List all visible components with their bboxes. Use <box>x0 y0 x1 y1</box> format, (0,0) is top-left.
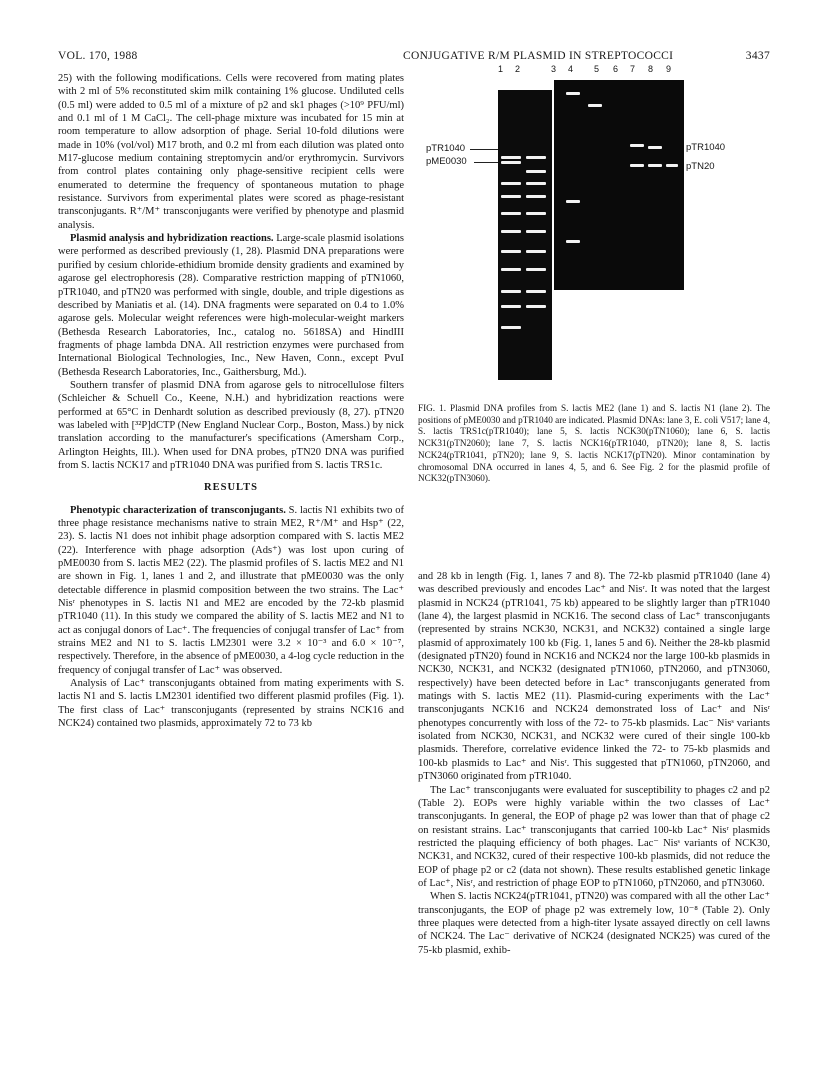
gel-band <box>526 250 546 253</box>
paragraph: Analysis of Lac⁺ transconjugants obtained from mating experiments with S. lactis N1 and S. lactis LM2301 identified two different plasmid profiles (Fig. 1). The first class of Lac⁺ transconjugants (represented by strains NCK16 and NCK24) contained two plasmids, approximately 72 to 73 kb <box>58 678 404 730</box>
gel-band <box>501 268 521 271</box>
gel-label-leader <box>474 162 498 163</box>
section-runin-heading: Plasmid analysis and hybridization reactions. <box>70 233 274 245</box>
gel-band <box>526 290 546 293</box>
gel-band <box>526 182 546 185</box>
gel-band <box>501 182 521 185</box>
figure-caption: FIG. 1. Plasmid DNA profiles from S. lactis ME2 (lane 1) and S. lactis N1 (lane 2). The positions of pME0030 and pTR1040 are indicated. Plasmid DNAs: lane 3, E. coli V517; lane 4, S. lactis TRS1c(pTR1040); lane 5, S. lactis NCK30(pTN1060); lane 6, S. lactis NCK31(pTN2060); lane 7, S. lactis NCK16(pTR1040, pTN20); lane 8, S. lactis NCK24(pTR1041, pTN20); lane 9, S. lactis NCK17(pTN20). Minor contamination by chromosomal DNA occurred in lanes 4, 5, and 6. See Fig. 2 for the plasmid profile of NCK32(pTN3060). <box>418 403 770 484</box>
paragraph <box>58 232 404 379</box>
gel-band <box>566 240 580 243</box>
gel-band <box>501 156 521 159</box>
gel-label-ptr1040: pTR1040 <box>426 143 466 154</box>
left-column <box>58 72 404 731</box>
paragraph: The Lac⁺ transconjugants were evaluated for susceptibility to phages c2 and p2 (Table 2). EOPs were highly variable within the two classes of Lac⁺ transconjugants. In general, the EOP of phage p2 was lower than that of phage c2 on resistant strains. Lac⁺ transconjugants that carried 100-kb Lac⁺ Nisʳ plasmids restricted the plaquing efficiency of both phages. Lac⁻ Nisˢ variants of NCK30, NCK31, and NCK32, cured of their respective 100-kb plasmids, did not reduce the EOP of phage p2 or c2 (data not shown). These results established genetic linkage of Lac⁺, Nisʳ, and restriction of phage EOP to pTN1060, pTN2060, and pTN3060. <box>418 784 770 889</box>
gel-panel-lanes-1-2 <box>498 90 552 380</box>
gel-band <box>526 212 546 215</box>
gel-band <box>588 104 602 107</box>
gel-band <box>501 195 521 198</box>
gel-band <box>526 230 546 233</box>
paragraph: 25) with the following modifications. Cells were recovered from mating plates with 2 ml of 5% reconstituted skim milk containing 1% glucose. Undiluted cells (0.5 ml) were added to 0.5 ml of a mixture of p2 and sk1 phages (>10⁹ PFU/ml) and 0.1 ml of 1 M CaCl₂. The cell-phage mixture was incubated for 15 min at room temperature to allow adsorption of phage. Serial 10-fold dilutions were made in 10% (vol/vol) M17 broth, and 0.2 ml from each dilution was plated onto M17-glucose medium containing streptomycin and/or erythromycin. Survivors from control plates containing only phage-sensitive recipient cells were enumerated to determine the frequency of spontaneous mutation to phage resistance. Survivors from experimental plates were scored as phage-resistant transconjugants. R⁺/M⁺ transconjugants were verified by phenotype and plasmid analysis. <box>58 73 404 231</box>
section-heading: RESULTS <box>204 482 258 494</box>
right-column <box>418 570 770 957</box>
gel-band <box>501 161 521 164</box>
gel-label-pme0030: pME0030 <box>426 156 467 167</box>
gel-band <box>501 230 521 233</box>
paragraph-text: Large-scale plasmid isolations were performed as described previously (1, 28). Plasmid DNA preparations were purified by cesium chloride-ethidium bromide density gradients and examined by agarose gel electrophoresis (28). Comparative restriction mapping of pTN1060, pTR1040, and pTN20 was performed with single, double, and triple digestions as described by Maniatis et al. (14). DNA fragments were separated on 0.4 to 1.0% agarose gels. Molecular weight references were high-molecular-weight markers (Bethesda Research Laboratories, Inc., catalog no. 5618SA) and HindIII fragments of phage lambda DNA. All restriction enzymes were purchased from International Biological Technologies, Inc., New Haven, Conn., except PvuI (Bethesda Research Laboratories, Inc., Gaithersburg, Md.). <box>58 233 404 378</box>
gel-band <box>526 305 546 308</box>
gel-band <box>526 268 546 271</box>
gel-band <box>630 144 644 147</box>
section-runin-heading: Phenotypic characterization of transconjugants. <box>70 504 286 516</box>
gel-label-ptn20: pTN20 <box>686 161 715 172</box>
paragraph: Southern transfer of plasmid DNA from agarose gels to nitrocellulose filters (Schleicher & Schuell Co., Keene, N.H.) and hybridization reactions were performed at 65°C in Denhardt solution as described previously (8, 27). pTN20 was labeled with [³²P]dCTP (New England Nuclear Corp., Boston, Mass.) by nick translation according to the manufacturer's specifications (Amersham Corp., Arlington Heights, Ill.). When used for DNA probes, pTN20 DNA was purified from S. lactis NCK17 and pTR1040 DNA was purified from S. lactis TRS1c. <box>58 379 404 471</box>
gel-band <box>501 290 521 293</box>
gel-band <box>566 92 580 95</box>
gel-band <box>501 250 521 253</box>
gel-band <box>526 195 546 198</box>
running-title: CONJUGATIVE R/M PLASMID IN STREPTOCOCCI <box>403 50 674 62</box>
figure-1-gel <box>418 64 770 394</box>
paragraph <box>58 504 404 677</box>
gel-panel-lanes-3-9 <box>554 80 684 290</box>
lane-number: 1 <box>498 64 504 74</box>
gel-label-leader <box>470 149 498 150</box>
gel-band <box>501 326 521 329</box>
gel-band <box>566 200 580 203</box>
paragraph: and 28 kb in length (Fig. 1, lanes 7 and 8). The 72-kb plasmid pTR1040 (lane 4) was described previously and encodes Lac⁺ and Nisʳ. It was noted that the largest plasmid in NCK24 (pTR1041, 75 kb) appeared to be slightly larger than pTR1040 (lane 4), the largest plasmid in NCK16. The second class of Lac⁺ transconjugants (represented by strains NCK30, NCK31, and NCK32) contained a single large plasmid of approximately 100 kb (Fig. 1, lanes 5 and 6). Neither the 28-kb plasmid (designated pTN20) found in NCK16 and NCK24 nor the large 100-kb plasmids in NCK30, NCK31, and NCK32 (designated pTN1060, pTN2060, and pTN3060, respectively) have been detected before in Lac⁺ transconjugants generated from matings with S. lactis ME2 (11). Plasmid-curing experiments with the Lac⁺ transconjugants NCK16 and NCK24 demonstrated loss of Lac⁺ and Nisʳ phenotypes concurrently with loss of the 72- to 75-kb plasmids. Lac⁻ Nisˢ variants isolated from NCK30, NCK31, and NCK32 were cured of their single 100-kb plasmids. Therefore, correlative evidence linked the 72- to 75-kb plasmids and 100-kb plasmids to Lac⁺ and Nisʳ. This suggested that pTN1060, pTN2060, and pTN3060 originated from pTR1040. <box>418 571 770 783</box>
gel-band <box>630 164 644 167</box>
lane-number: 8 <box>648 64 654 74</box>
lane-number: 7 <box>630 64 636 74</box>
lane-number: 4 <box>568 64 574 74</box>
lane-number: 3 <box>551 64 557 74</box>
gel-band <box>501 212 521 215</box>
paragraph-text: S. lactis N1 exhibits two of three phage resistance mechanisms native to strain ME2, R⁺/M⁺ and Hsp⁺ (22, 23). S. lactis N1 does not inhibit phage adsorption compared with S. lactis ME2 (22). Interference with phage adsorption (Ads⁺) was lost upon curing of pME0030 from S. lactis ME2 (22). The plasmid profiles of S. lactis ME2 and N1 are shown in Fig. 1, lanes 1 and 2, and illustrate that pME0030 was the only detectable difference in plasmid composition between the two strains. The Lac⁺ Nisʳ phenotypes in S. lactis N1 and ME2 are encoded by the 72-kb plasmid pTR1040 (11). In this study we compared the ability of S. lactis ME2 and N1 to act as conjugal donors of Lac⁺. The frequencies of conjugal transfer of Lac⁺ from strains ME2 and N1 to S. lactis LM2301 were 3.2 × 10⁻³ and 6.0 × 10⁻⁷, respectively. Therefore, in the absence of pME0030, a 4-log cycle reduction in the frequency of conjugal transfer of Lac⁺ was observed. <box>58 504 405 676</box>
gel-band <box>501 305 521 308</box>
gel-label-ptr1040: pTR1040 <box>686 142 726 153</box>
paragraph: When S. lactis NCK24(pTR1041, pTN20) was compared with all the other Lac⁺ transconjugants, the EOP of phage p2 was extremely low, 10⁻⁸ (Table 2). Only three plaques were detected from a high-titer lysate assayed directly on cell lawns of NCK24. The Lac⁻ derivative of NCK24 (designated NCK25) was cured of the 75-kb plasmid, exhib- <box>418 891 770 956</box>
lane-number: 9 <box>666 64 672 74</box>
gel-band <box>666 164 678 167</box>
gel-band <box>526 156 546 159</box>
lane-number: 2 <box>515 64 521 74</box>
lane-number: 6 <box>613 64 619 74</box>
gel-band <box>648 146 662 149</box>
lane-number: 5 <box>594 64 600 74</box>
journal-volume: VOL. 170, 1988 <box>58 50 138 62</box>
gel-band <box>526 170 546 173</box>
page-number: 3437 <box>745 50 770 62</box>
gel-band <box>648 164 662 167</box>
